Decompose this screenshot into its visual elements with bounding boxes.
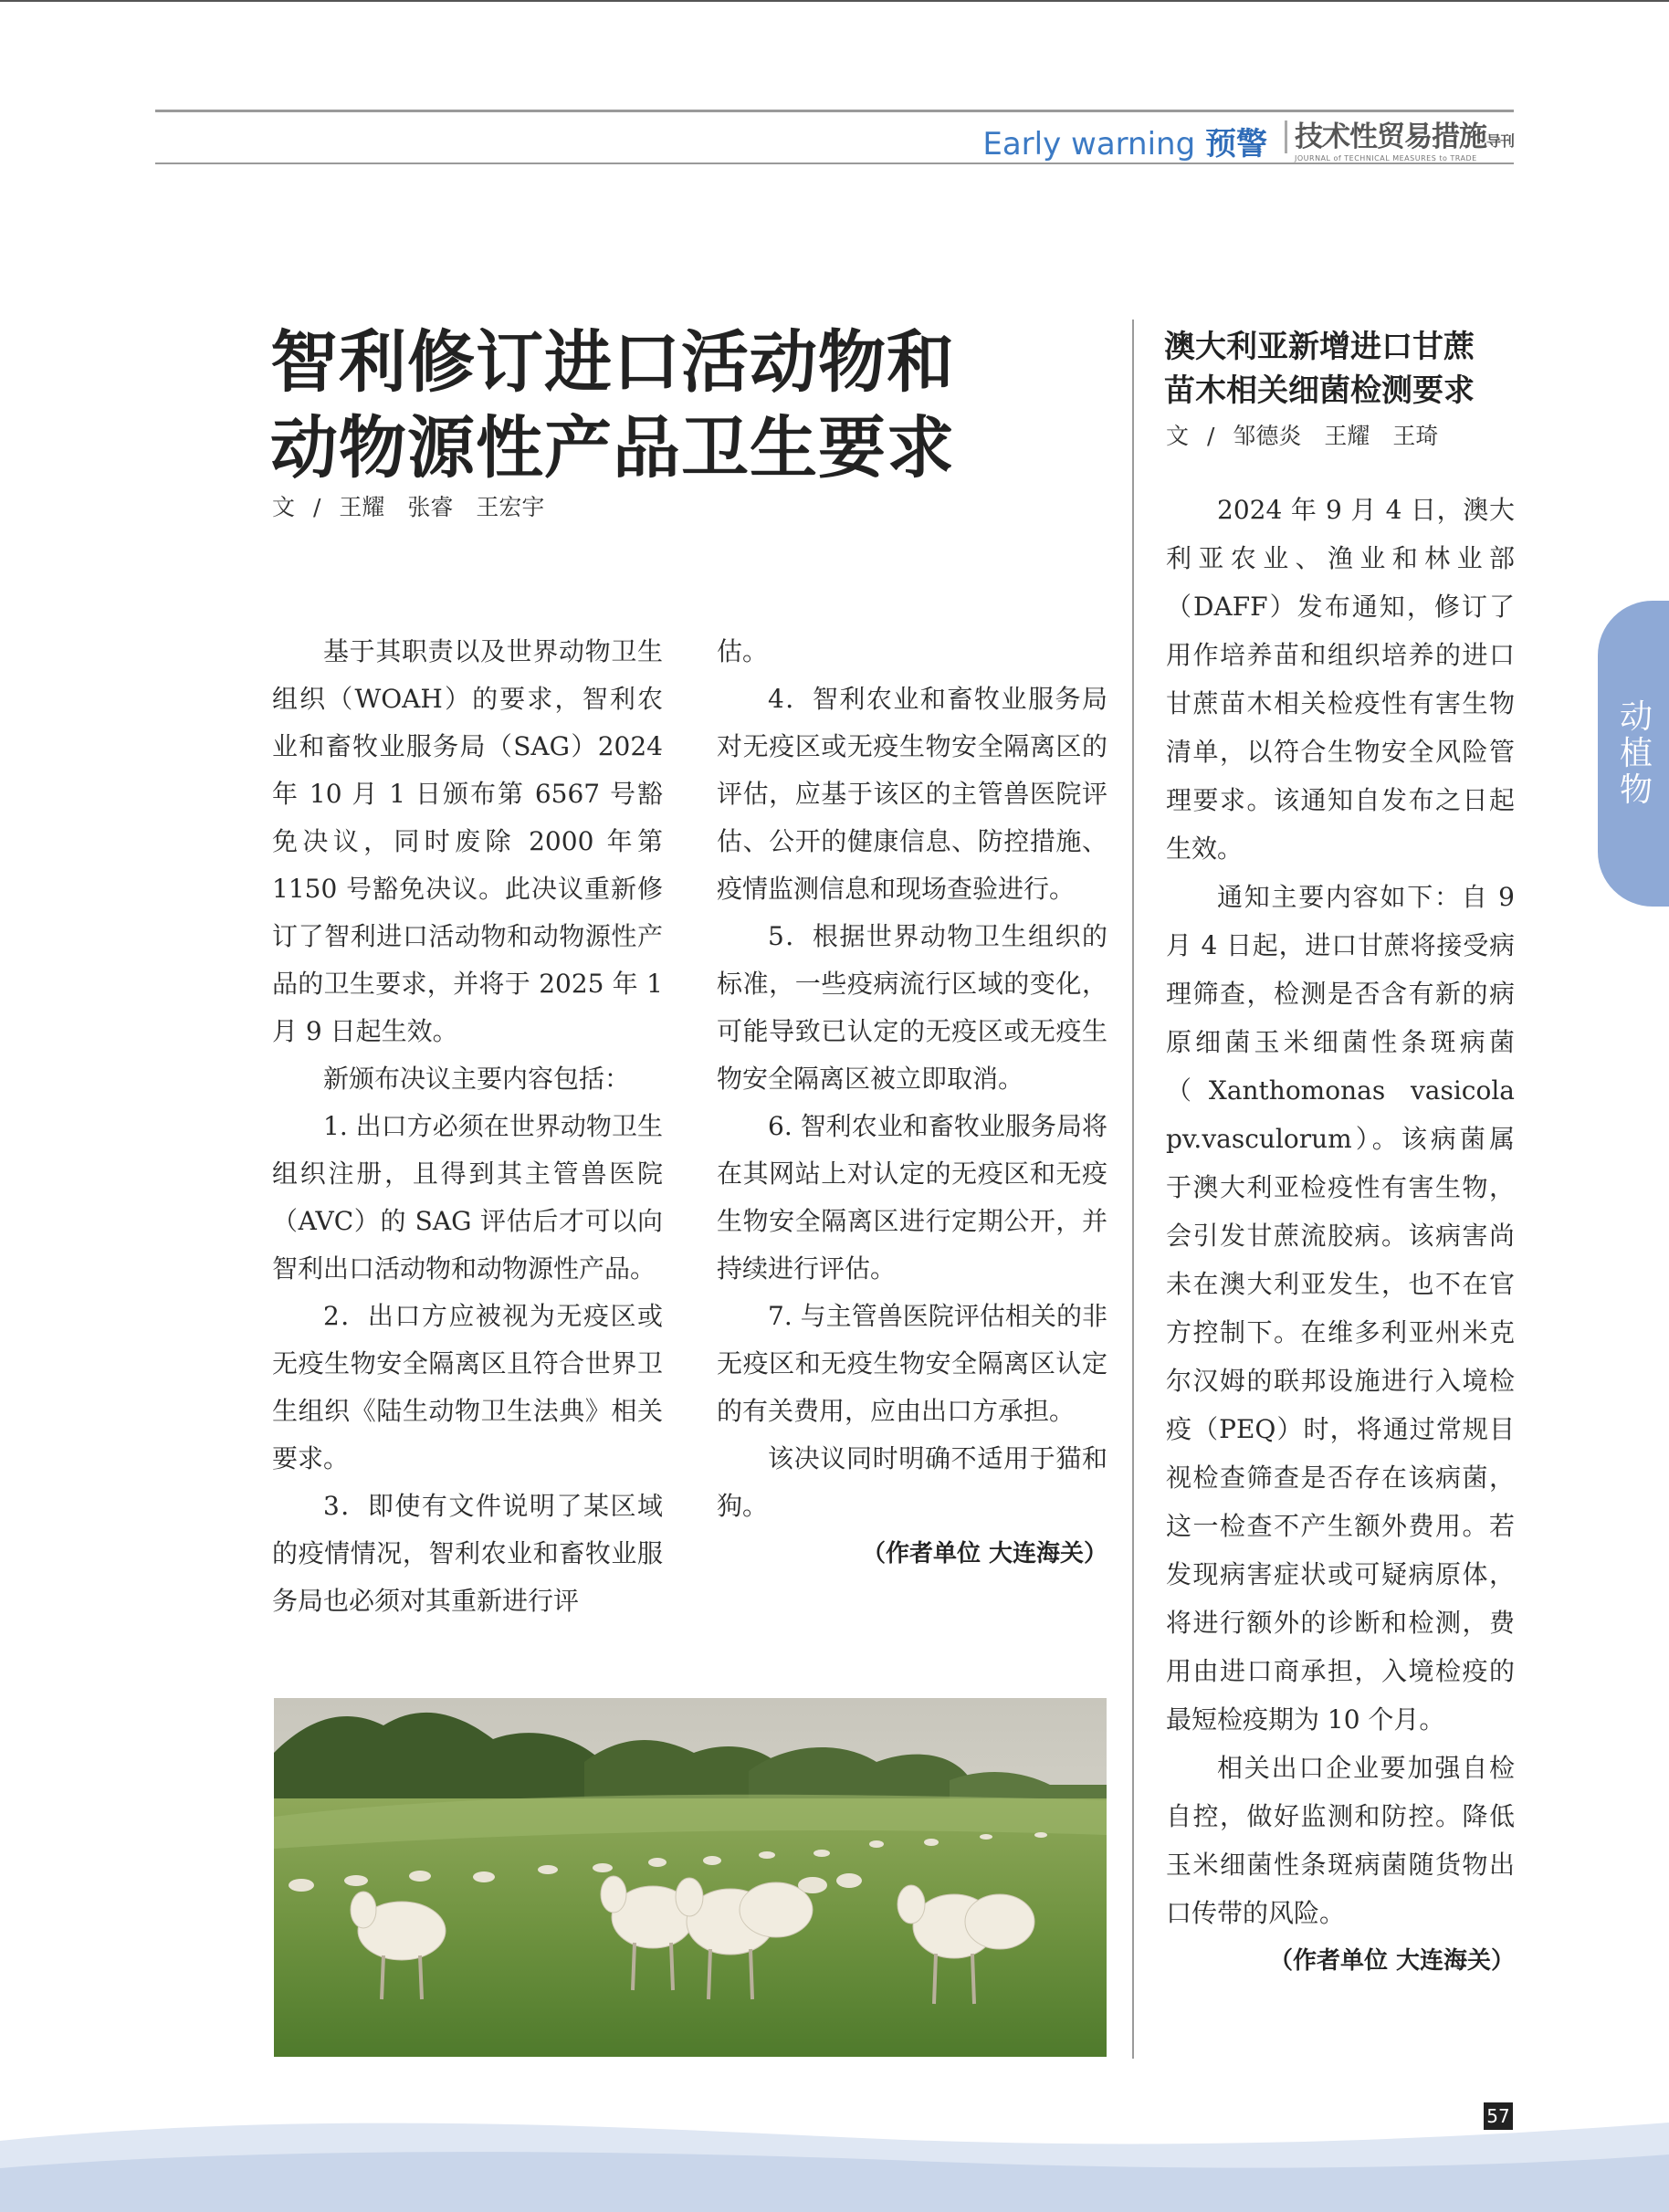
- article-byline: 文 / 王耀 张睿 王宏宇: [272, 494, 545, 520]
- journal-name: 技术性贸易措施: [1295, 121, 1486, 153]
- paragraph-continued: 估。: [717, 636, 769, 666]
- section-side-tab-label: 动植物: [1619, 698, 1653, 809]
- section-side-tab: [1598, 601, 1669, 907]
- article-column-1: [272, 628, 663, 1625]
- running-header: [155, 108, 1514, 164]
- section-tag-cn: 预警: [1205, 126, 1267, 162]
- side-author-affiliation: （作者单位 大连海关）: [1268, 1947, 1515, 1975]
- paragraph: 4．智利农业和畜牧业服务局对无疫区或无疫生物安全隔离区的评估，应基于该区的主管兽医院评估、公开的健康信息、防控措施、疫情监测信息和现场查验进行。: [717, 684, 1107, 904]
- top-border: [0, 0, 1669, 2]
- journal-name-en: JOURNAL of TECHNICAL MEASURES to TRADE: [1295, 154, 1477, 162]
- article-title: [270, 320, 964, 491]
- section-tag-en: Early warning: [982, 126, 1196, 162]
- side-title-line-2: 苗木相关细菌检测要求: [1164, 372, 1475, 409]
- paragraph: 7. 与主管兽医院评估相关的非无疫区和无疫生物安全隔离区认定的有关费用，应由出口方承担。: [717, 1301, 1107, 1426]
- paragraph: 2024 年 9 月 4 日，澳大利亚农业、渔业和林业部（DAFF）发布通知，修订了用作培养苗和组织培养的进口甘蔗苗木相关检疫性有害生物清单，以符合生物安全风险管理要求。该通知自发布之日起生效。: [1166, 495, 1515, 864]
- paragraph: 新颁布决议主要内容包括：: [323, 1064, 631, 1094]
- title-line-2: 动物源性产品卫生要求: [270, 409, 955, 487]
- side-title-line-1: 澳大利亚新增进口甘蔗: [1164, 329, 1475, 365]
- paragraph: 5．根据世界动物卫生组织的标准，一些疫病流行区域的变化，可能导致已认定的无疫区或无疫生物安全隔离区被立即取消。: [717, 921, 1107, 1094]
- sheep-photo: [274, 1698, 1107, 2057]
- side-article-body: [1166, 486, 1515, 1986]
- side-article-byline: 文 / 邹德炎 王耀 王琦: [1166, 423, 1439, 449]
- paragraph: 通知主要内容如下：自 9 月 4 日起，进口甘蔗将接受病理筛查，检测是否含有新的病原细菌玉米细菌性条斑病菌（Xanthomonas vasicola pv.vasculorum）。该病菌属于澳大利亚检疫性有害生物，会引发甘蔗流胶病。该病害尚未在澳大利亚发生，也不在官方控制下。在维多利亚州米克尔汉姆的联邦设施进行入境检疫（PEQ）时，将通过常规目视检查筛查是否存在该病菌，这一检查不产生额外费用。若发现病害症状或可疑病原体，将进行额外的诊断和检测，费用由进口商承担，入境检疫的最短检疫期为 10 个月。: [1166, 882, 1515, 1735]
- title-line-1: 智利修订进口活动物和: [270, 323, 955, 402]
- side-article-title: [1164, 325, 1529, 413]
- paragraph: 基于其职责以及世界动物卫生组织（WOAH）的要求，智利农业和畜牧业服务局（SAG）2024 年 10 月 1 日颁布第 6567 号豁免决议，同时废除 2000 年第 1150 号豁免决议。此决议重新修订了智利进口活动物和动物源性产品的卫生要求，并将于 2025 年 1 月 9 日起生效。: [272, 636, 663, 1046]
- paragraph: 6. 智利农业和畜牧业服务局将在其网站上对认定的无疫区和无疫生物安全隔离区进行定期公开，并持续进行评估。: [717, 1111, 1107, 1284]
- section-tag: [982, 119, 1267, 163]
- header-separator: [1285, 121, 1287, 153]
- page-number: 57: [1484, 2102, 1513, 2130]
- article-column-2: [717, 628, 1107, 1578]
- journal-logo: [1295, 113, 1514, 162]
- paragraph: 3．即使有文件说明了某区域的疫情情况，智利农业和畜牧业服务局也必须对其重新进行评: [272, 1491, 663, 1616]
- paragraph: 相关出口企业要加强自检自控，做好监测和防控。降低玉米细菌性条斑病菌随货物出口传带的风险。: [1166, 1753, 1515, 1928]
- author-affiliation: （作者单位 大连海关）: [861, 1540, 1107, 1567]
- paragraph: 该决议同时明确不适用于猫和狗。: [717, 1443, 1107, 1521]
- footer-wave: [0, 2104, 1669, 2212]
- column-divider: [1132, 320, 1134, 2059]
- paragraph: 1. 出口方必须在世界动物卫生组织注册，且得到其主管兽医院（AVC）的 SAG 评估后才可以向智利出口活动物和动物源性产品。: [272, 1111, 663, 1284]
- paragraph: 2．出口方应被视为无疫区或无疫生物安全隔离区且符合世界卫生组织《陆生动物卫生法典》相关要求。: [272, 1301, 663, 1473]
- journal-suffix: 导刊: [1486, 132, 1515, 150]
